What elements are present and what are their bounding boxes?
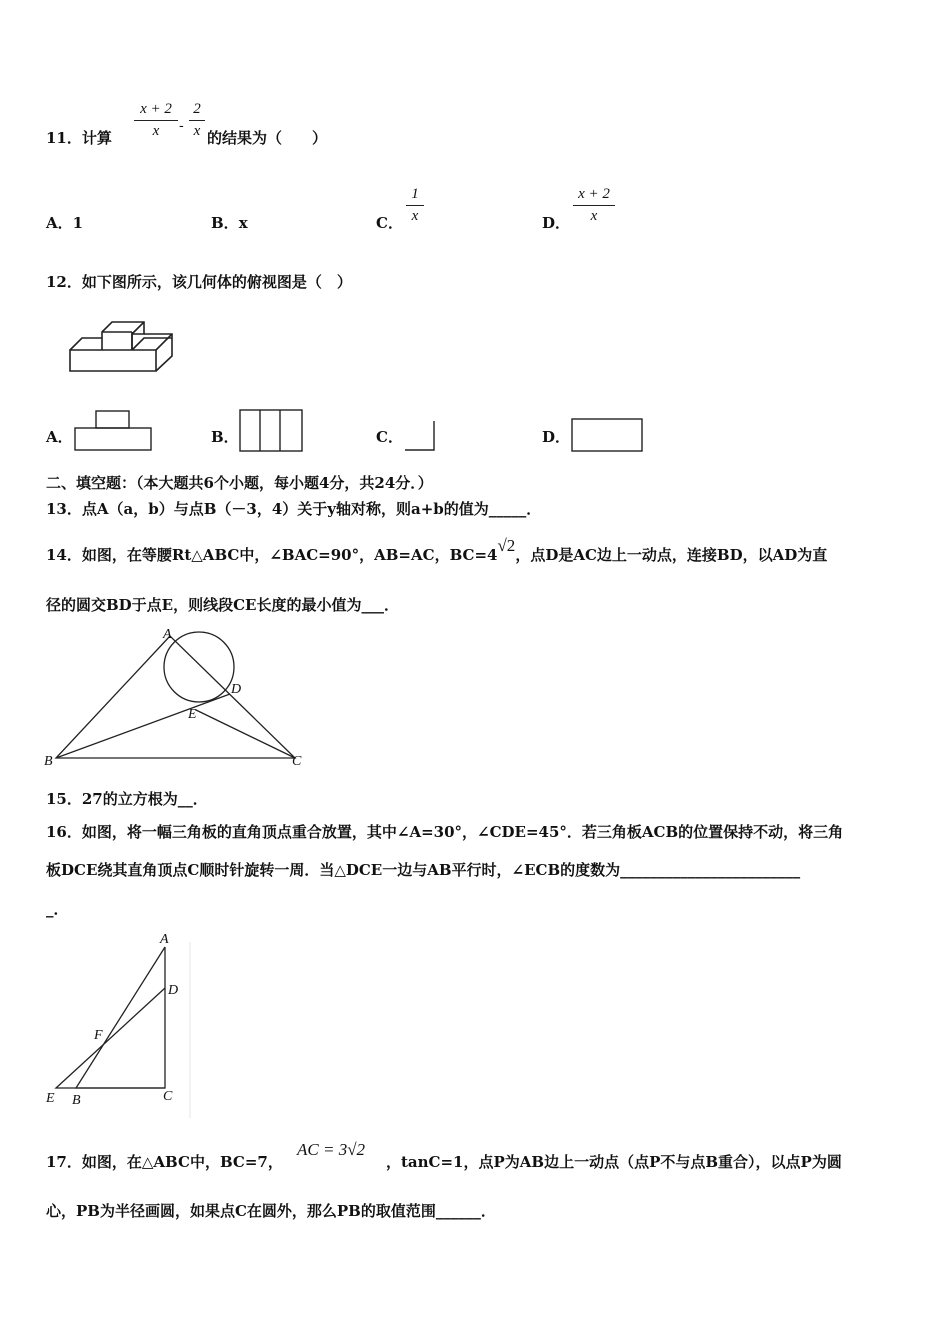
solid-front-base (70, 350, 156, 371)
q17-line-2: 心，PB为半径画圆，如果点C在圆外，那么PB的取值范围______． (46, 1202, 496, 1220)
q14-label-e: E (188, 707, 197, 722)
q16-label-c: C (163, 1089, 173, 1104)
q12-option-d-label: D． (542, 428, 571, 446)
q11-tail: 的结果为（ ） (207, 129, 328, 147)
solid-tall-block (102, 322, 144, 350)
section-2-title: 二、填空题：（本大题共6个小题，每小题4分，共24分．） (46, 474, 433, 492)
q11-fraction-1 (134, 101, 178, 140)
q14-line-2: 径的圆交BD于点E，则线段CE长度的最小值为___． (46, 596, 399, 614)
q16-triangle-dce (56, 988, 165, 1088)
q11-option-d-denominator: x (590, 208, 598, 224)
q16-line-1: 16．如图，将一幅三角板的直角顶点重合放置，其中∠A=30°，∠CDE=45°．若三角板ACB的位置保持不动，将三角 (46, 823, 844, 841)
q14-segment-ec (196, 710, 295, 758)
q11-option-c-denominator: x (411, 208, 419, 224)
q16-label-a: A (160, 932, 169, 947)
q11-option-c-fraction (406, 186, 424, 225)
solid-left-step-top (70, 338, 102, 350)
q12-text: 12．如下图所示，该几何体的俯视图是（ ） (46, 273, 352, 291)
q14-line-1 (46, 536, 828, 565)
q12-option-c-figure (404, 420, 436, 452)
q12-option-a-figure (74, 410, 152, 452)
q11-option-d-label: D． (542, 214, 571, 232)
q14-sqrt-2: √2 (497, 536, 516, 555)
q12-option-c-label: C． (376, 428, 403, 446)
q16-triangle-acb (76, 947, 165, 1088)
q16-label-f: F (94, 1028, 103, 1043)
q16-figure (48, 942, 198, 1122)
q11-fraction-2 (189, 101, 205, 140)
q12-solid-figure (68, 320, 176, 374)
q15-text: 15．27的立方根为__． (46, 790, 208, 808)
q11-option-a (46, 212, 83, 233)
q11-minus: - (179, 118, 184, 134)
q14-label-c: C (292, 754, 302, 769)
q11-option-a-value: 1 (72, 214, 84, 232)
q16-line-3: _． (46, 900, 69, 918)
q11-option-c-numerator: 1 (406, 186, 424, 206)
q12-option-d-figure (571, 418, 643, 452)
q11-option-b-label: B． (211, 214, 239, 232)
q16-label-d: D (168, 983, 179, 998)
q11-fraction-2-denominator: x (193, 123, 201, 139)
q11-fraction-1-numerator: x + 2 (134, 101, 178, 121)
q17-line-1-end: ，tanC=1，点P为AB边上一动点（点P不与点B重合），以点P为圆 (386, 1153, 842, 1171)
q11-option-b-value: x (238, 214, 248, 232)
q14-figure (40, 626, 320, 774)
q11-option-c-label: C． (376, 214, 403, 232)
q12-option-b-figure (239, 409, 303, 452)
q14-line-1-end: ，点D是AC边上一动点，连接BD，以AD为直 (515, 546, 828, 564)
q11-fraction-2-numerator: 2 (189, 101, 205, 121)
q16-label-b: B (72, 1093, 81, 1108)
q14-line-1-start: 14．如图，在等腰Rt△ABC中，∠BAC=90°，AB=AC，BC=4 (46, 546, 498, 564)
q16-line-2: 板DCE绕其直角顶点C顺时针旋转一周．当△DCE一边与AB平行时，∠ECB的度数为________________________ (46, 861, 801, 879)
q14-label-d: D (231, 682, 242, 697)
q14-circle (164, 632, 234, 702)
q11-number: 11．计算 (46, 129, 112, 147)
solid-tall-block-edge (132, 322, 144, 334)
q14-label-b: B (44, 754, 53, 769)
q11-option-d-fraction (573, 186, 615, 225)
q11-fraction-1-denominator: x (152, 123, 160, 139)
q13-text: 13．点A（a，b）与点B（－3，4）关于y轴对称，则a+b的值为_____． (46, 500, 542, 518)
q16-label-e: E (46, 1091, 55, 1106)
solid-right-step (144, 334, 172, 371)
q11-option-d-numerator: x + 2 (573, 186, 615, 206)
q17-formula-ac: AC = 3√2 (297, 1140, 366, 1159)
q11-option-a-label: A． (46, 214, 73, 232)
q11-option-b (211, 212, 248, 233)
q12-option-b-label: B． (211, 428, 239, 446)
q14-triangle-abc (56, 636, 295, 758)
q12-option-a-label: A． (46, 428, 73, 446)
q14-segment-bd (56, 694, 230, 758)
solid-right-edge (156, 334, 172, 350)
q17-line-1-start: 17．如图，在△ABC中，BC=7， (46, 1153, 283, 1171)
q14-label-a: A (163, 627, 172, 642)
